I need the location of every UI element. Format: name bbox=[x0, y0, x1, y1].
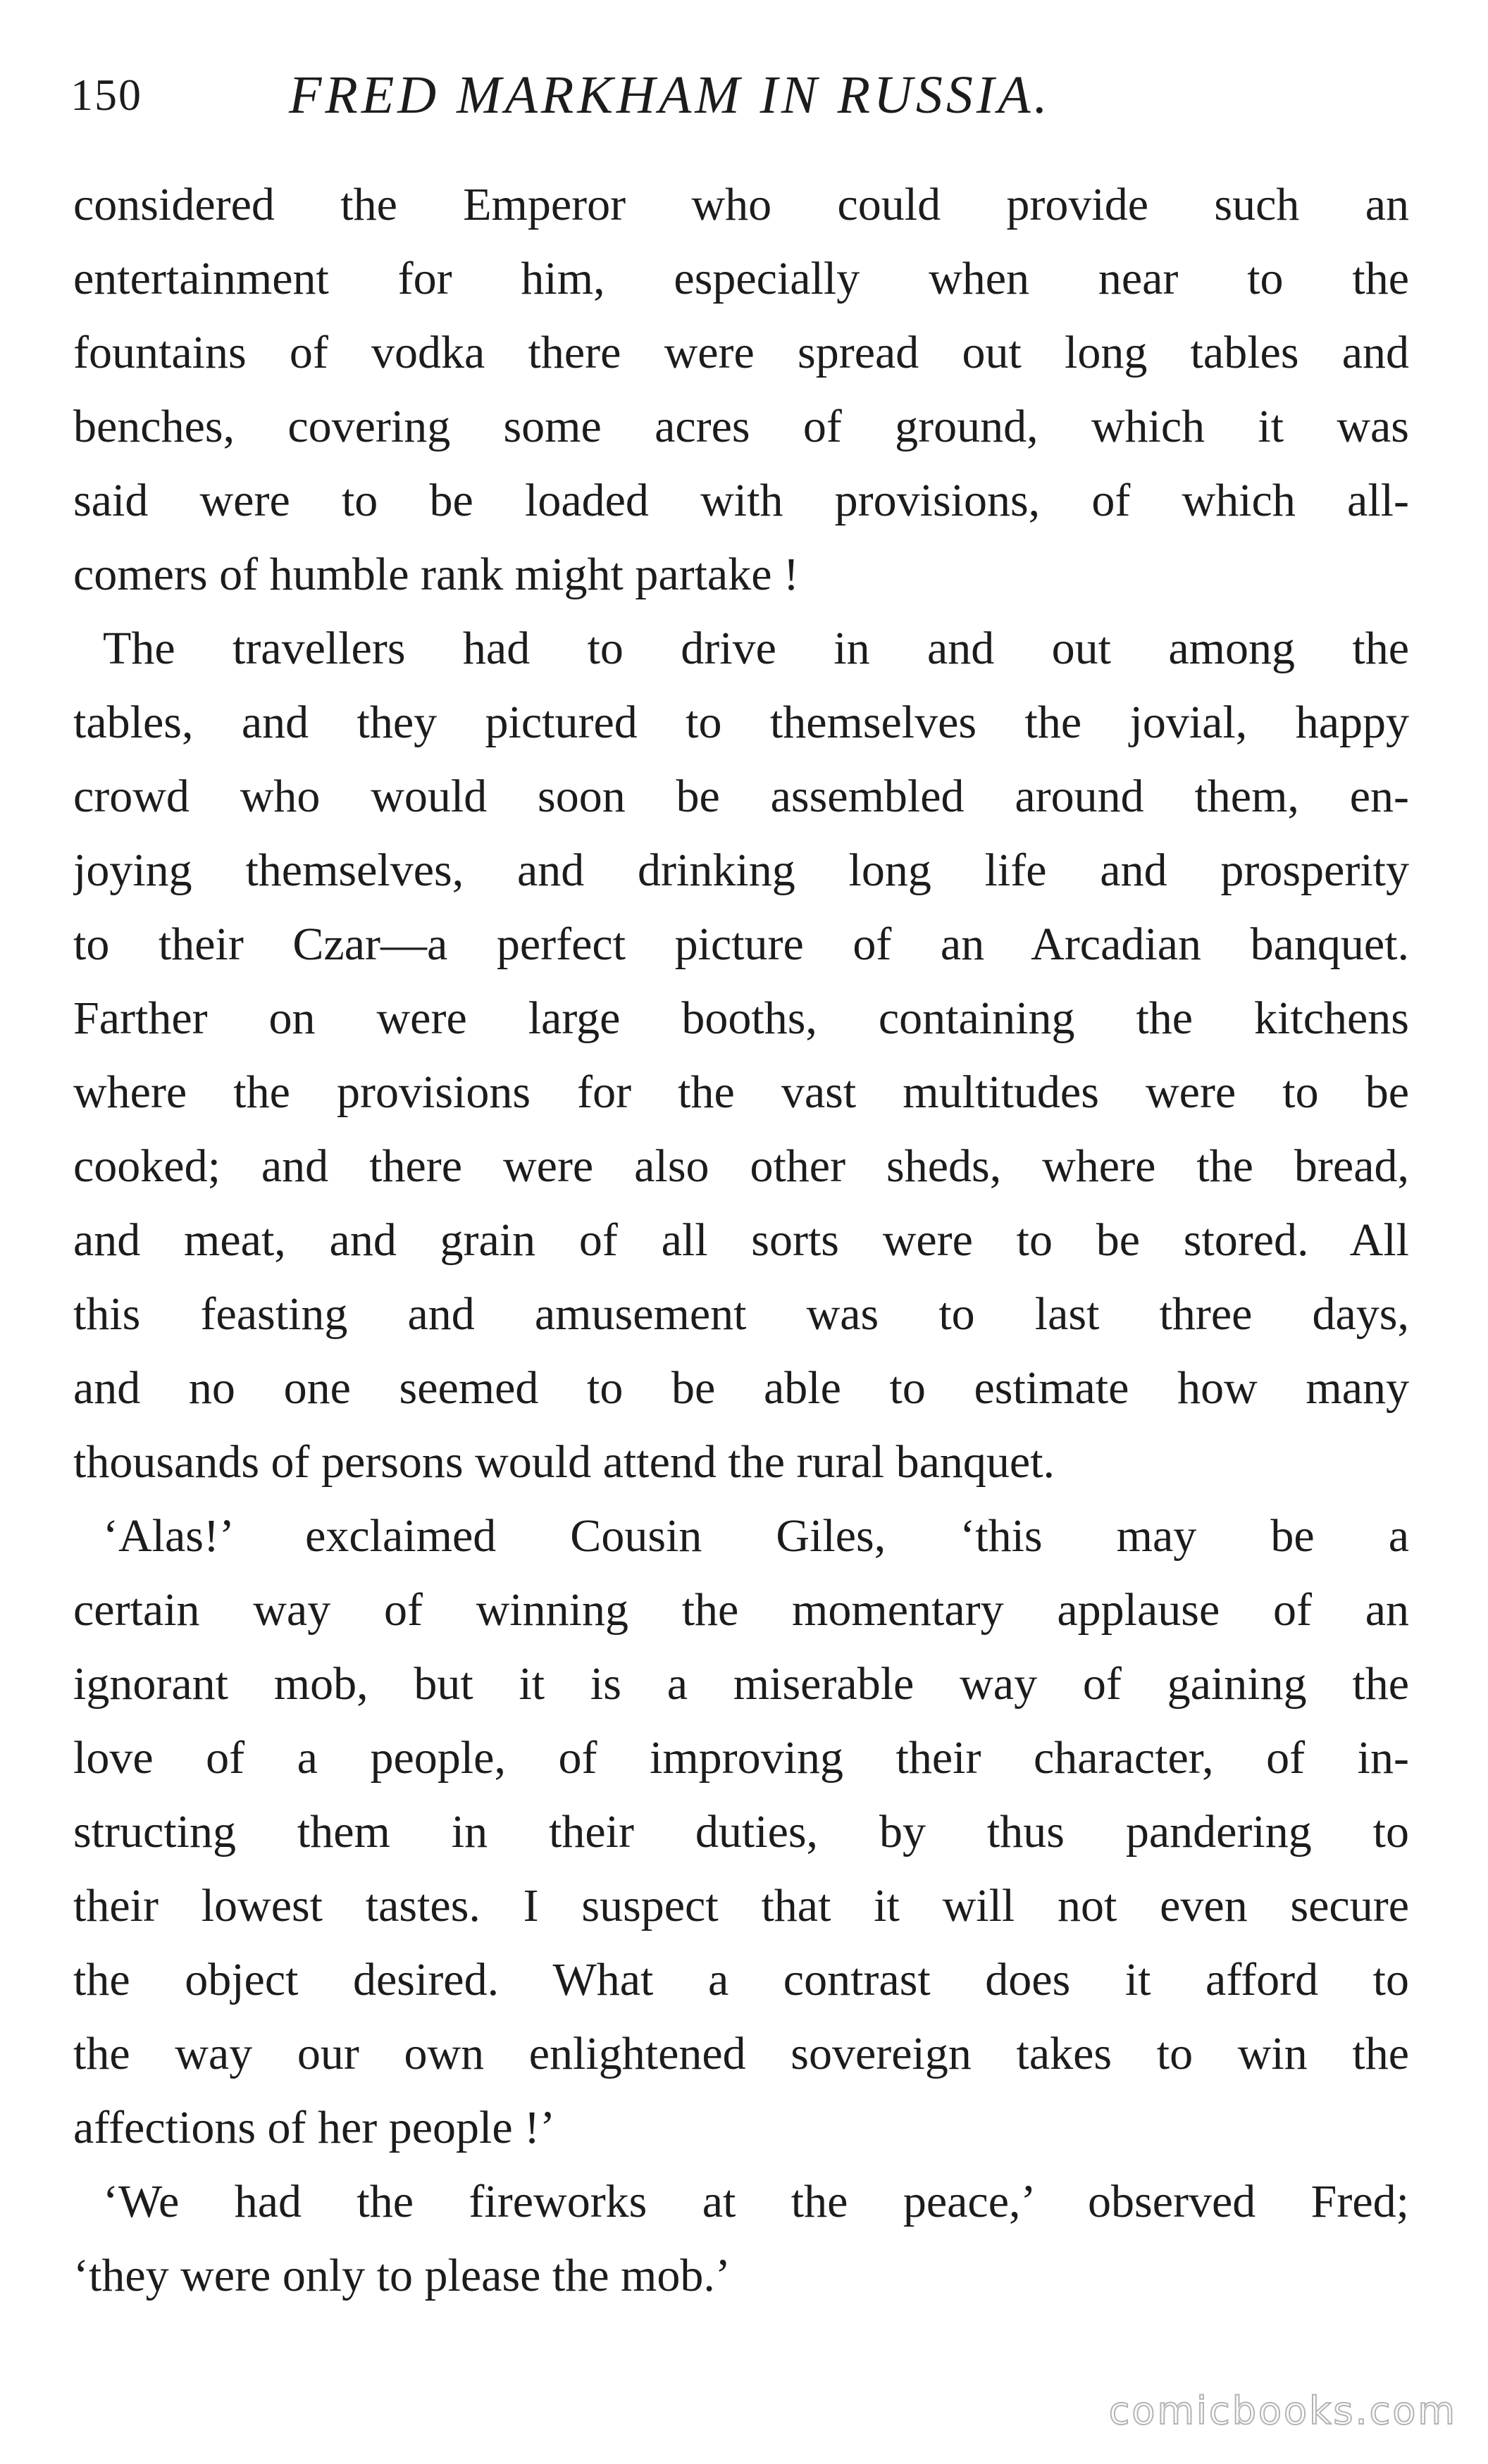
running-title: FRED MARKHAM IN RUSSIA. bbox=[289, 66, 1051, 125]
text-line: and meat, and grain of all sorts were to be stored. All bbox=[73, 1214, 1409, 1266]
text-line: where the provisions for the vast multitudes were to be bbox=[73, 1066, 1409, 1118]
paragraph bbox=[73, 1499, 1409, 2165]
text-line: thousands of persons would attend the rural banquet. bbox=[73, 1436, 1055, 1488]
text-line: love of a people, of improving their character, of in- bbox=[73, 1732, 1409, 1784]
text-line: benches, covering some acres of ground, which it was bbox=[73, 401, 1409, 452]
text-line: their lowest tastes. I suspect that it will not even secure bbox=[73, 1880, 1409, 1931]
text-line: affections of her people !’ bbox=[73, 2102, 556, 2153]
text-line: the way our own enlightened sovereign takes to win the bbox=[73, 2028, 1409, 2079]
text-line: crowd who would soon be assembled around them, en- bbox=[73, 771, 1409, 822]
text-line: ‘We had the fireworks at the peace,’ observed Fred; bbox=[103, 2176, 1409, 2227]
text-line: ‘they were only to please the mob.’ bbox=[73, 2250, 731, 2301]
text-line: ignorant mob, but it is a miserable way of gaining the bbox=[73, 1658, 1409, 1710]
text-line: ‘Alas!’ exclaimed Cousin Giles, ‘this may be a bbox=[103, 1510, 1409, 1562]
text-line: said were to be loaded with provisions, of which all- bbox=[73, 475, 1409, 526]
page-number: 150 bbox=[70, 70, 142, 120]
text-line: The travellers had to drive in and out among the bbox=[103, 623, 1409, 674]
running-head bbox=[70, 65, 1409, 142]
text-line: structing them in their duties, by thus pandering to bbox=[73, 1806, 1409, 1858]
watermark: comicbooks.com bbox=[1108, 2389, 1457, 2433]
text-line: and no one seemed to be able to estimate how many bbox=[73, 1362, 1409, 1414]
text-line: certain way of winning the momentary applause of an bbox=[73, 1584, 1409, 1636]
text-line: cooked; and there were also other sheds, where the bread, bbox=[73, 1140, 1409, 1192]
text-line: comers of humble rank might partake ! bbox=[73, 549, 799, 600]
text-line: tables, and they pictured to themselves the jovial, happy bbox=[73, 697, 1409, 748]
paragraph bbox=[73, 2165, 1409, 2313]
text-line: joying themselves, and drinking long life and prosperity bbox=[73, 845, 1409, 896]
text-line: to their Czar—a perfect picture of an Arcadian banquet. bbox=[73, 919, 1409, 970]
text-line: this feasting and amusement was to last three days, bbox=[73, 1288, 1409, 1340]
text-line: entertainment for him, especially when near to the bbox=[73, 253, 1409, 304]
text-line: fountains of vodka there were spread out long tables and bbox=[73, 327, 1409, 378]
body-text bbox=[73, 168, 1409, 2313]
text-line: considered the Emperor who could provide such an bbox=[73, 179, 1409, 230]
paragraph bbox=[73, 611, 1409, 1499]
text-line: Farther on were large booths, containing the kitchens bbox=[73, 993, 1409, 1044]
text-line: the object desired. What a contrast does it afford to bbox=[73, 1954, 1409, 2005]
paragraph bbox=[73, 168, 1409, 611]
